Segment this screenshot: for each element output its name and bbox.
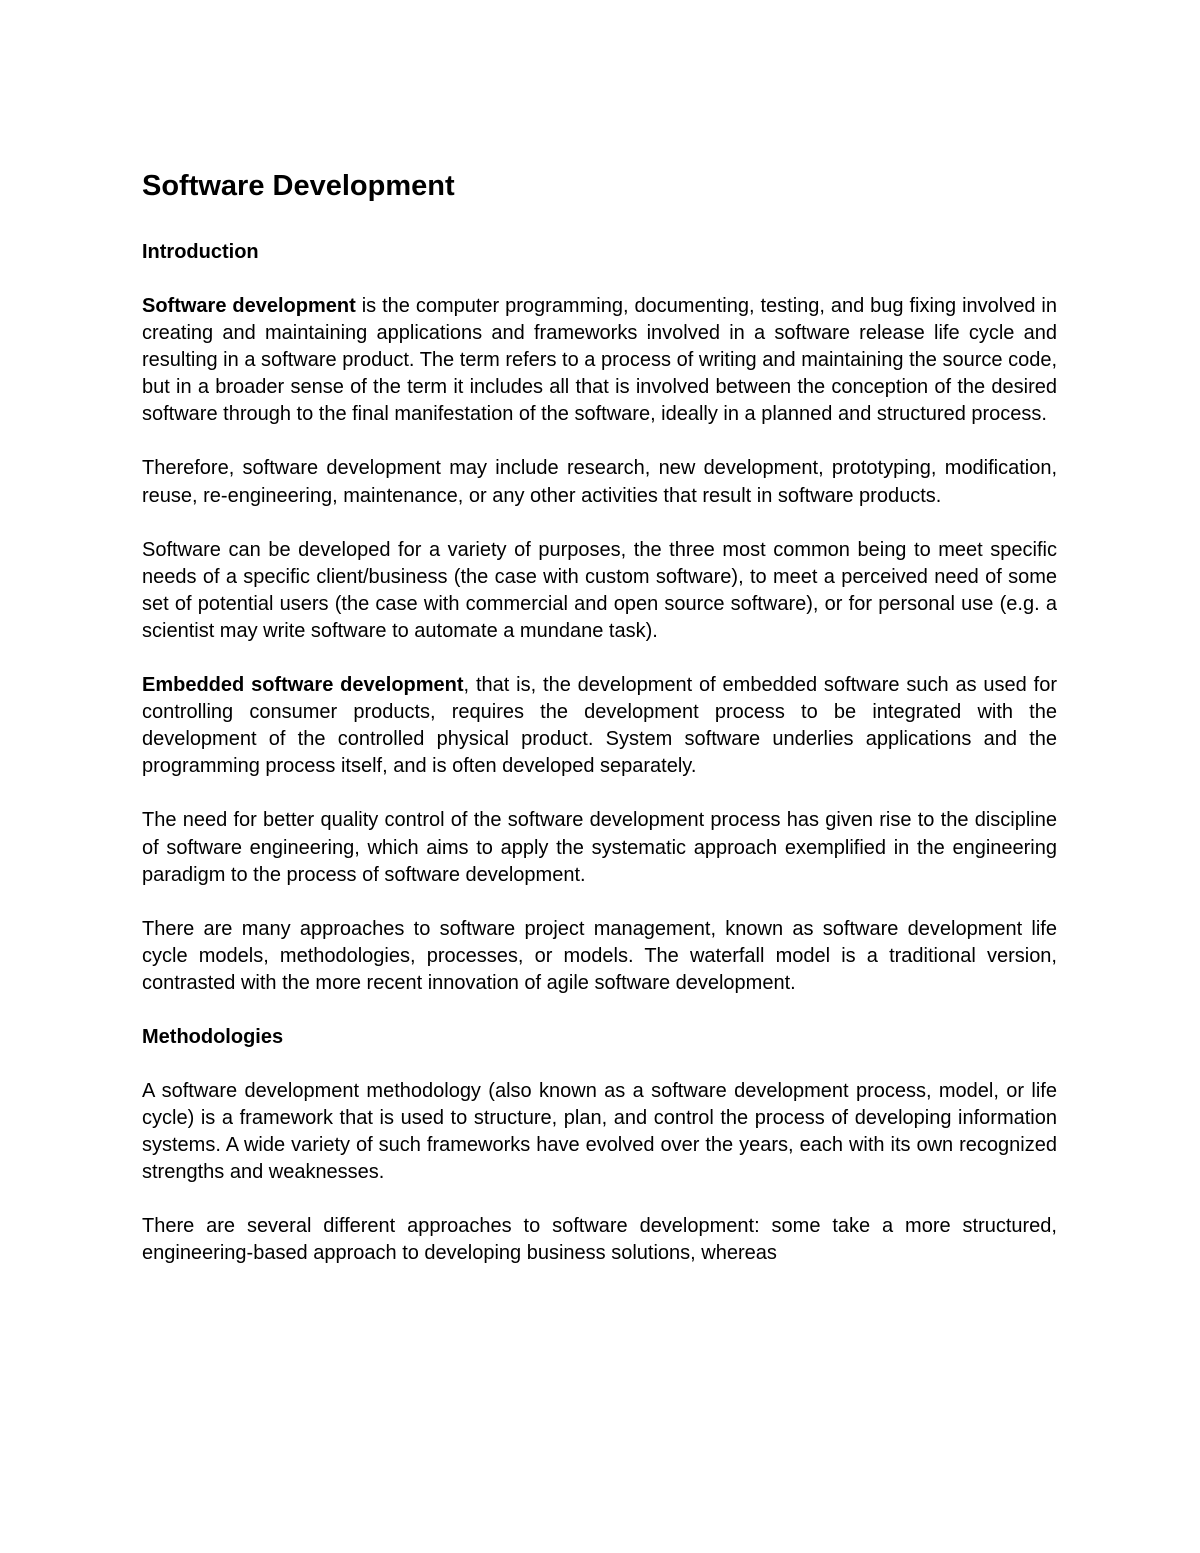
paragraph-intro-2	[142, 455, 1057, 509]
paragraph-text: , that is, the development of embedded software such as used for controlling consumer products, requires the development process to be integrated with the development of the controlled physical product. System software underlies applications and the programming process itself, and is often developed separately.	[142, 674, 1057, 778]
paragraph-method-1	[142, 1078, 1057, 1186]
bold-term: Embedded software development	[142, 674, 464, 697]
paragraph-intro-3	[142, 537, 1057, 645]
paragraph-intro-4	[142, 672, 1057, 780]
paragraph-text: A software development methodology (also known as a software development process, model, or life cycle) is a framework that is used to structure, plan, and control the process of developing information systems. A wide variety of such frameworks have evolved over the years, each with its own recognized strengths and weaknesses.	[142, 1079, 1057, 1184]
paragraph-text: There are many approaches to software project management, known as software development life cycle models, methodologies, processes, or models. The waterfall model is a traditional version, contrasted with the more recent innovation of agile software development.	[142, 917, 1057, 994]
bold-term: Software development	[142, 295, 356, 317]
paragraph-method-2	[142, 1213, 1057, 1267]
paragraph-text: Therefore, software development may include research, new development, prototyping, modification, reuse, re-engineering, maintenance, or any other activities that result in software products.	[142, 457, 1057, 507]
document-title: Software Development	[142, 170, 455, 202]
section-heading-methodologies: Methodologies	[142, 1025, 284, 1048]
paragraph-intro-5	[142, 807, 1057, 888]
paragraph-intro-1	[142, 293, 1057, 428]
section-heading-introduction: Introduction	[142, 241, 259, 263]
paragraph-text: is the computer programming, documenting, testing, and bug fixing involved in creating and maintaining applications and frameworks involved in a software release life cycle and resulting in a software product. The term refers to a process of writing and maintaining the source code, but in a broader sense of the term it includes all that is involved between the conception of the desired software through to the final manifestation of the software, ideally in a planned and structured process.	[142, 295, 1057, 426]
paragraph-text: Software can be developed for a variety of purposes, the three most common being to meet specific needs of a specific client/business (the case with custom software), to meet a perceived need of some set of potential users (the case with commercial and open source software), or for personal use (e.g. a scientist may write software to automate a mundane task).	[142, 538, 1057, 642]
paragraph-text: The need for better quality control of the software development process has given rise to the discipline of software engineering, which aims to apply the systematic approach exemplified in the engineering paradigm to the process of software development.	[142, 809, 1057, 886]
paragraph-intro-6	[142, 916, 1057, 997]
paragraph-text: There are several different approaches to software development: some take a more structured, engineering-based approach to developing business solutions, whereas	[142, 1215, 1057, 1265]
document-page	[142, 168, 1057, 1295]
